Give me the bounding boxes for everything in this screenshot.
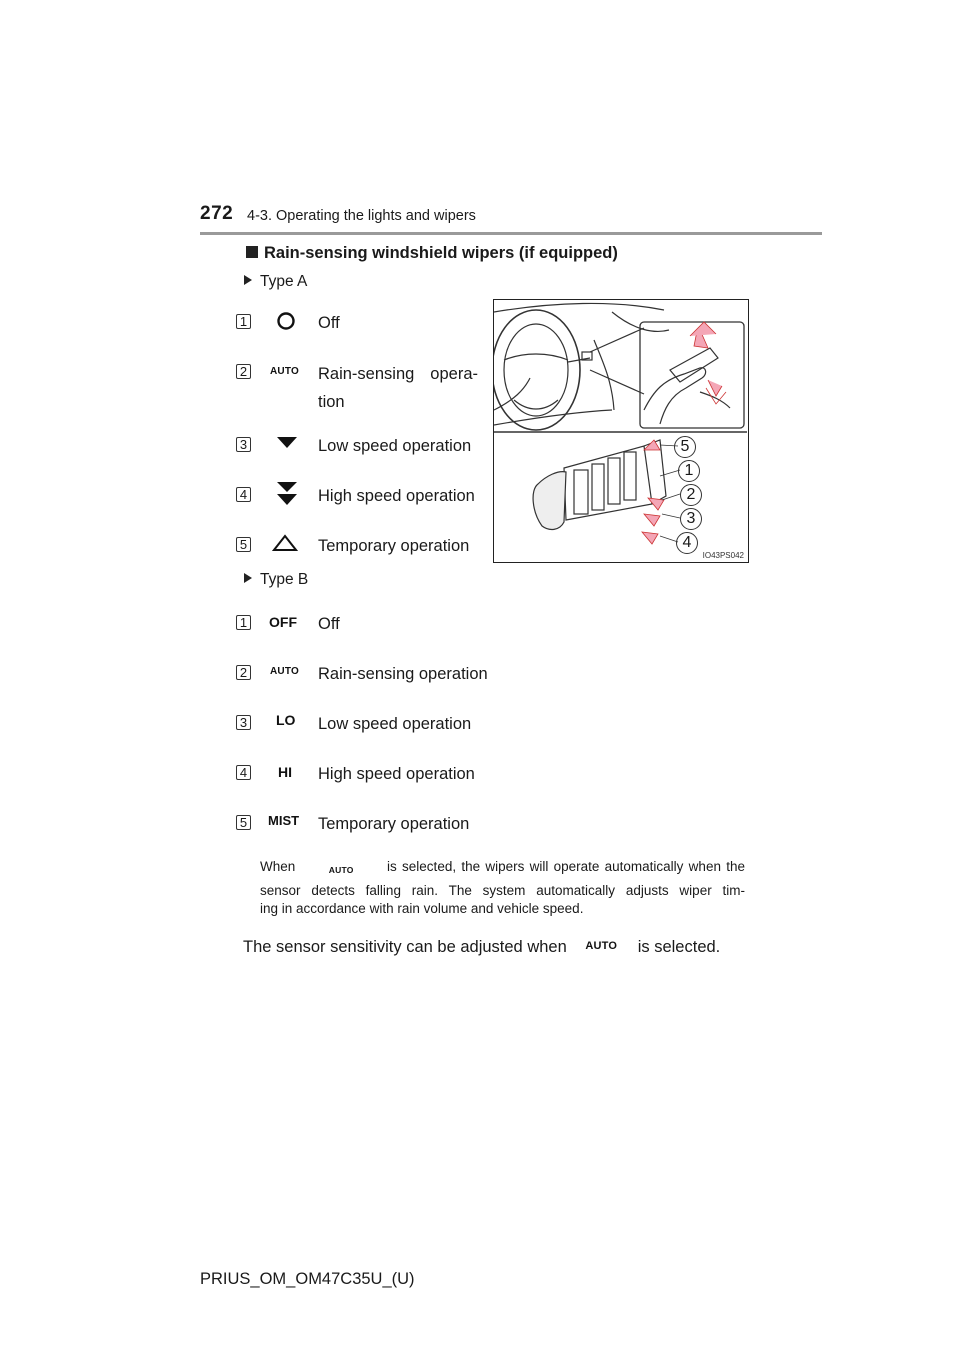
mist-icon: MIST (268, 813, 300, 828)
note-line-1 (260, 858, 745, 879)
heading-text: Rain-sensing windshield wipers (if equipped) (264, 244, 618, 262)
auto-icon: AUTO (585, 940, 618, 952)
double-triangle-down-icon (276, 481, 298, 507)
type-a-label-text: Type A (260, 273, 308, 290)
item-number: 4 (236, 765, 251, 780)
item-text: Rain-sensing operation (318, 665, 488, 683)
item-text: Off (318, 314, 340, 332)
item-text: Low speed operation (318, 715, 472, 733)
item-text: Temporary operation (318, 815, 470, 833)
wiper-lever-illustration (494, 300, 747, 561)
lo-icon: LO (276, 712, 296, 728)
item-text: Off (318, 615, 340, 633)
section-title: 4-3. Operating the lights and wipers (247, 208, 476, 224)
item-text: Rain-sensing opera- (318, 365, 478, 383)
item-number: 2 (236, 364, 251, 379)
item-number: 1 (236, 314, 251, 329)
item-text: High speed operation (318, 765, 475, 783)
sensitivity-prefix: The sensor sensitivity can be adjusted when (243, 938, 567, 956)
item-text: High speed operation (318, 487, 475, 505)
item-number: 2 (236, 665, 251, 680)
item-number: 3 (236, 437, 251, 452)
figure-code: IO43PS042 (702, 551, 744, 560)
item-text-continued: tion (318, 393, 345, 411)
triangle-down-icon (276, 436, 298, 450)
item-number: 5 (236, 537, 251, 552)
note-line-3: ing in accordance with rain volume and vehicle speed. (260, 901, 584, 916)
callout-number: 4 (676, 532, 698, 554)
wiper-lever-figure (493, 299, 749, 563)
callout-number: 3 (680, 508, 702, 530)
auto-icon: AUTO (270, 366, 299, 377)
header-divider (200, 232, 822, 235)
callout-number: 5 (674, 436, 696, 458)
item-number: 5 (236, 815, 251, 830)
auto-icon: AUTO (328, 865, 354, 875)
callout-number: 1 (678, 460, 700, 482)
off-icon: OFF (269, 614, 297, 630)
page-number: 272 (200, 203, 234, 224)
note-prefix: When (260, 859, 296, 874)
circle-off-icon (276, 311, 296, 331)
item-text: Low speed operation (318, 437, 472, 455)
square-bullet-icon (246, 246, 258, 258)
item-number: 3 (236, 715, 251, 730)
note-line-1-rest: is selected, the wipers will operate automatically when the (387, 859, 745, 874)
note-line-2: sensor detects falling rain. The system automatically adjusts wiper tim- (260, 883, 745, 898)
type-a-label (244, 273, 307, 291)
type-b-label-text: Type B (260, 571, 309, 588)
auto-icon: AUTO (270, 666, 299, 677)
heading (246, 244, 618, 263)
type-b-label (244, 571, 308, 589)
arrow-bullet-icon (244, 275, 252, 285)
sensitivity-suffix: is selected. (637, 938, 721, 956)
item-text: Temporary operation (318, 537, 470, 555)
arrow-bullet-icon (244, 573, 252, 583)
item-number: 4 (236, 487, 251, 502)
triangle-up-outline-icon (272, 534, 298, 552)
sensitivity-text (243, 938, 720, 957)
item-number: 1 (236, 615, 251, 630)
hi-icon: HI (278, 764, 292, 780)
callout-number: 2 (680, 484, 702, 506)
document-id: PRIUS_OM_OM47C35U_(U) (200, 1270, 415, 1288)
